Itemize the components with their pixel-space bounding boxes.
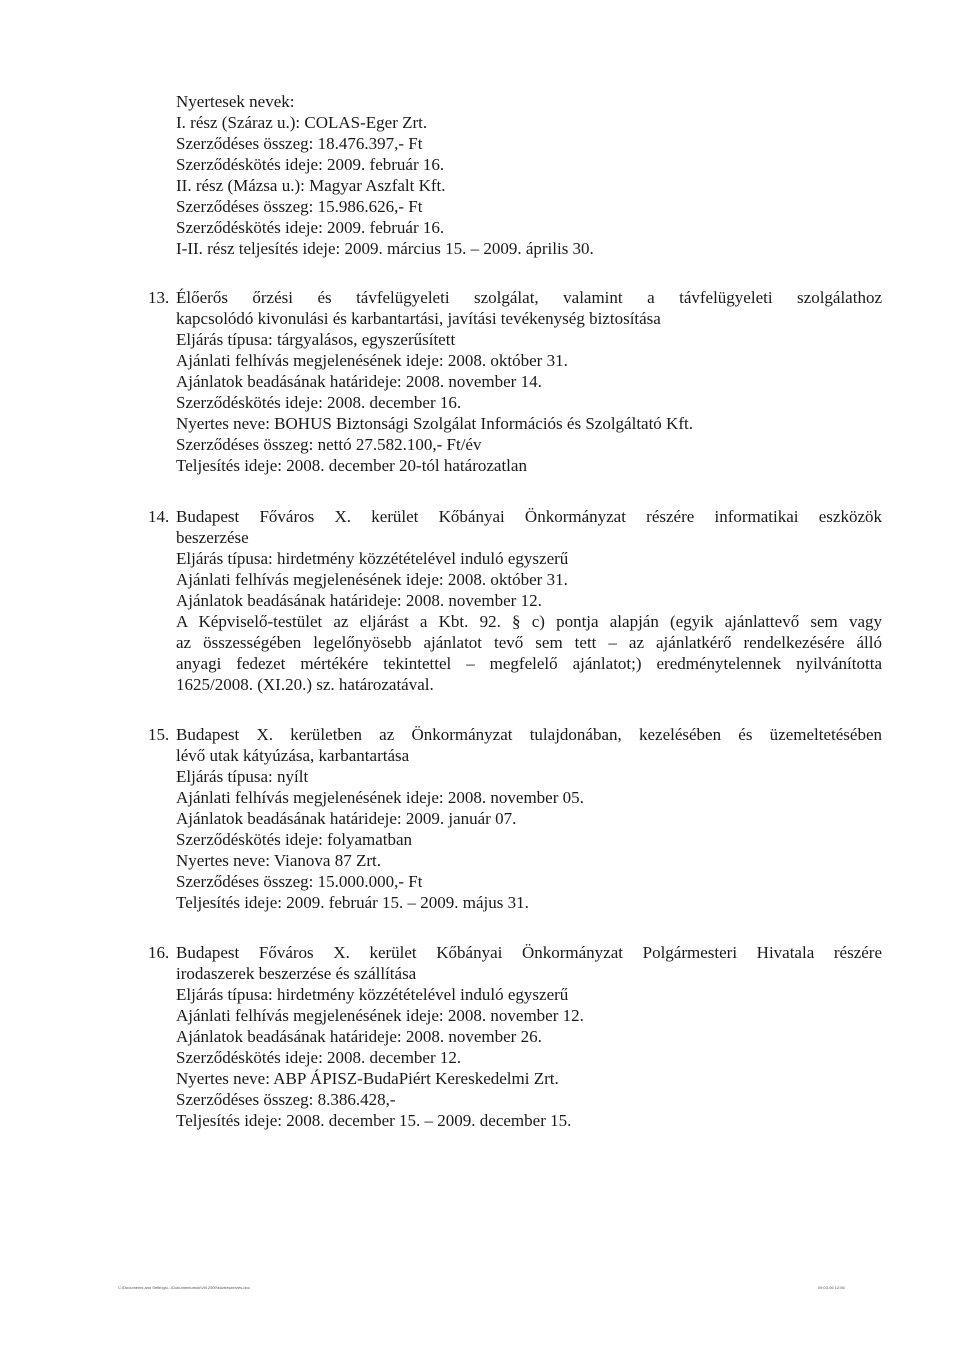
item-title: kapcsolódó kivonulási és karbantartási, javítási tevékenység biztosítása — [176, 309, 661, 328]
item-title: beszerzése — [176, 528, 249, 547]
footer-timestamp: 09.03.06 12:56 — [818, 1285, 845, 1290]
item-detail: Teljesítés ideje: 2008. december 20-tól határozatlan — [176, 456, 527, 475]
winners-line: Szerződéses összeg: 18.476.397,- Ft — [176, 134, 423, 153]
winners-line: I. rész (Száraz u.): COLAS-Eger Zrt. — [176, 113, 428, 132]
item-number: 16. — [148, 943, 170, 962]
item-detail: Szerződéskötés ideje: 2008. december 16. — [176, 393, 462, 412]
item-detail: Nyertes neve: BOHUS Biztonsági Szolgálat Információs és Szolgáltató Kft. — [176, 414, 693, 433]
item-detail: Ajánlatok beadásának határideje: 2008. november 12. — [176, 591, 542, 610]
item-detail: Eljárás típusa: tárgyalásos, egyszerűsített — [176, 330, 456, 349]
item-detail: Teljesítés ideje: 2009. február 15. – 2009. május 31. — [176, 893, 529, 912]
winners-line: Szerződéskötés ideje: 2009. február 16. — [176, 155, 445, 174]
item-detail: Szerződéskötés ideje: folyamatban — [176, 830, 413, 849]
item-paragraph: 1625/2008. (XI.20.) sz. határozatával. — [176, 675, 434, 694]
item-detail: Eljárás típusa: hirdetmény közzétételével induló egyszerű — [176, 985, 569, 1004]
item-detail: Szerződéskötés ideje: 2008. december 12. — [176, 1048, 462, 1067]
item-number: 14. — [148, 507, 170, 526]
winners-line: Szerződéskötés ideje: 2009. február 16. — [176, 218, 445, 237]
item-title: Budapest X. kerületben az Önkormányzat tulajdonában, kezelésében és üzemeltetésében — [176, 725, 882, 744]
item-detail: Eljárás típusa: nyílt — [176, 767, 309, 786]
winners-line: I-II. rész teljesítés ideje: 2009. március 15. – 2009. április 30. — [176, 239, 594, 258]
item-title: irodaszerek beszerzése és szállítása — [176, 964, 417, 983]
footer-file-path: C:\Documents and Settings\...\Dokumentumok\Vill 2009\közbeszerzés.doc — [118, 1285, 250, 1290]
item-title: Budapest Főváros X. kerület Kőbányai Önkormányzat Polgármesteri Hivatala részére — [176, 943, 882, 962]
item-paragraph: A Képviselő-testület az eljárást a Kbt. 92. § c) pontja alapján (egyik ajánlattevő sem vagy — [176, 612, 882, 631]
item-paragraph: anyagi fedezet mértékére tekintettel – megfelelő ajánlatot;) eredménytelennek nyilvánította — [176, 654, 882, 673]
item-detail: Ajánlati felhívás megjelenésének ideje: 2008. november 05. — [176, 788, 584, 807]
item-detail: Nyertes neve: ABP ÁPISZ-BudaPiért Kereskedelmi Zrt. — [176, 1069, 559, 1088]
item-detail: Eljárás típusa: hirdetmény közzétételével induló egyszerű — [176, 549, 569, 568]
item-detail: Ajánlatok beadásának határideje: 2008. november 14. — [176, 372, 542, 391]
item-detail: Ajánlatok beadásának határideje: 2008. november 26. — [176, 1027, 542, 1046]
item-title: lévő utak kátyúzása, karbantartása — [176, 746, 410, 765]
item-detail: Teljesítés ideje: 2008. december 15. – 2009. december 15. — [176, 1111, 572, 1130]
item-detail: Ajánlati felhívás megjelenésének ideje: 2008. november 12. — [176, 1006, 584, 1025]
item-number: 15. — [148, 725, 170, 744]
item-detail: Ajánlatok beadásának határideje: 2009. január 07. — [176, 809, 517, 828]
winners-heading: Nyertesek nevek: — [176, 92, 295, 111]
item-title: Élőerős őrzési és távfelügyeleti szolgálat, valamint a távfelügyeleti szolgálathoz — [176, 288, 882, 307]
item-detail: Szerződéses összeg: 15.000.000,- Ft — [176, 872, 423, 891]
item-title: Budapest Főváros X. kerület Kőbányai Önkormányzat részére informatikai eszközök — [176, 507, 882, 526]
item-detail: Ajánlati felhívás megjelenésének ideje: 2008. október 31. — [176, 570, 568, 589]
item-number: 13. — [148, 288, 170, 307]
winners-line: II. rész (Mázsa u.): Magyar Aszfalt Kft. — [176, 176, 446, 195]
item-paragraph: az összességében legelőnyösebb ajánlatot tevő sem tett – az ajánlatkérő rendelkezésére álló — [176, 633, 882, 652]
item-detail: Szerződéses összeg: nettó 27.582.100,- Ft/év — [176, 435, 482, 454]
winners-line: Szerződéses összeg: 15.986.626,- Ft — [176, 197, 423, 216]
item-detail: Szerződéses összeg: 8.386.428,- — [176, 1090, 396, 1109]
item-detail: Nyertes neve: Vianova 87 Zrt. — [176, 851, 381, 870]
item-detail: Ajánlati felhívás megjelenésének ideje: 2008. október 31. — [176, 351, 568, 370]
